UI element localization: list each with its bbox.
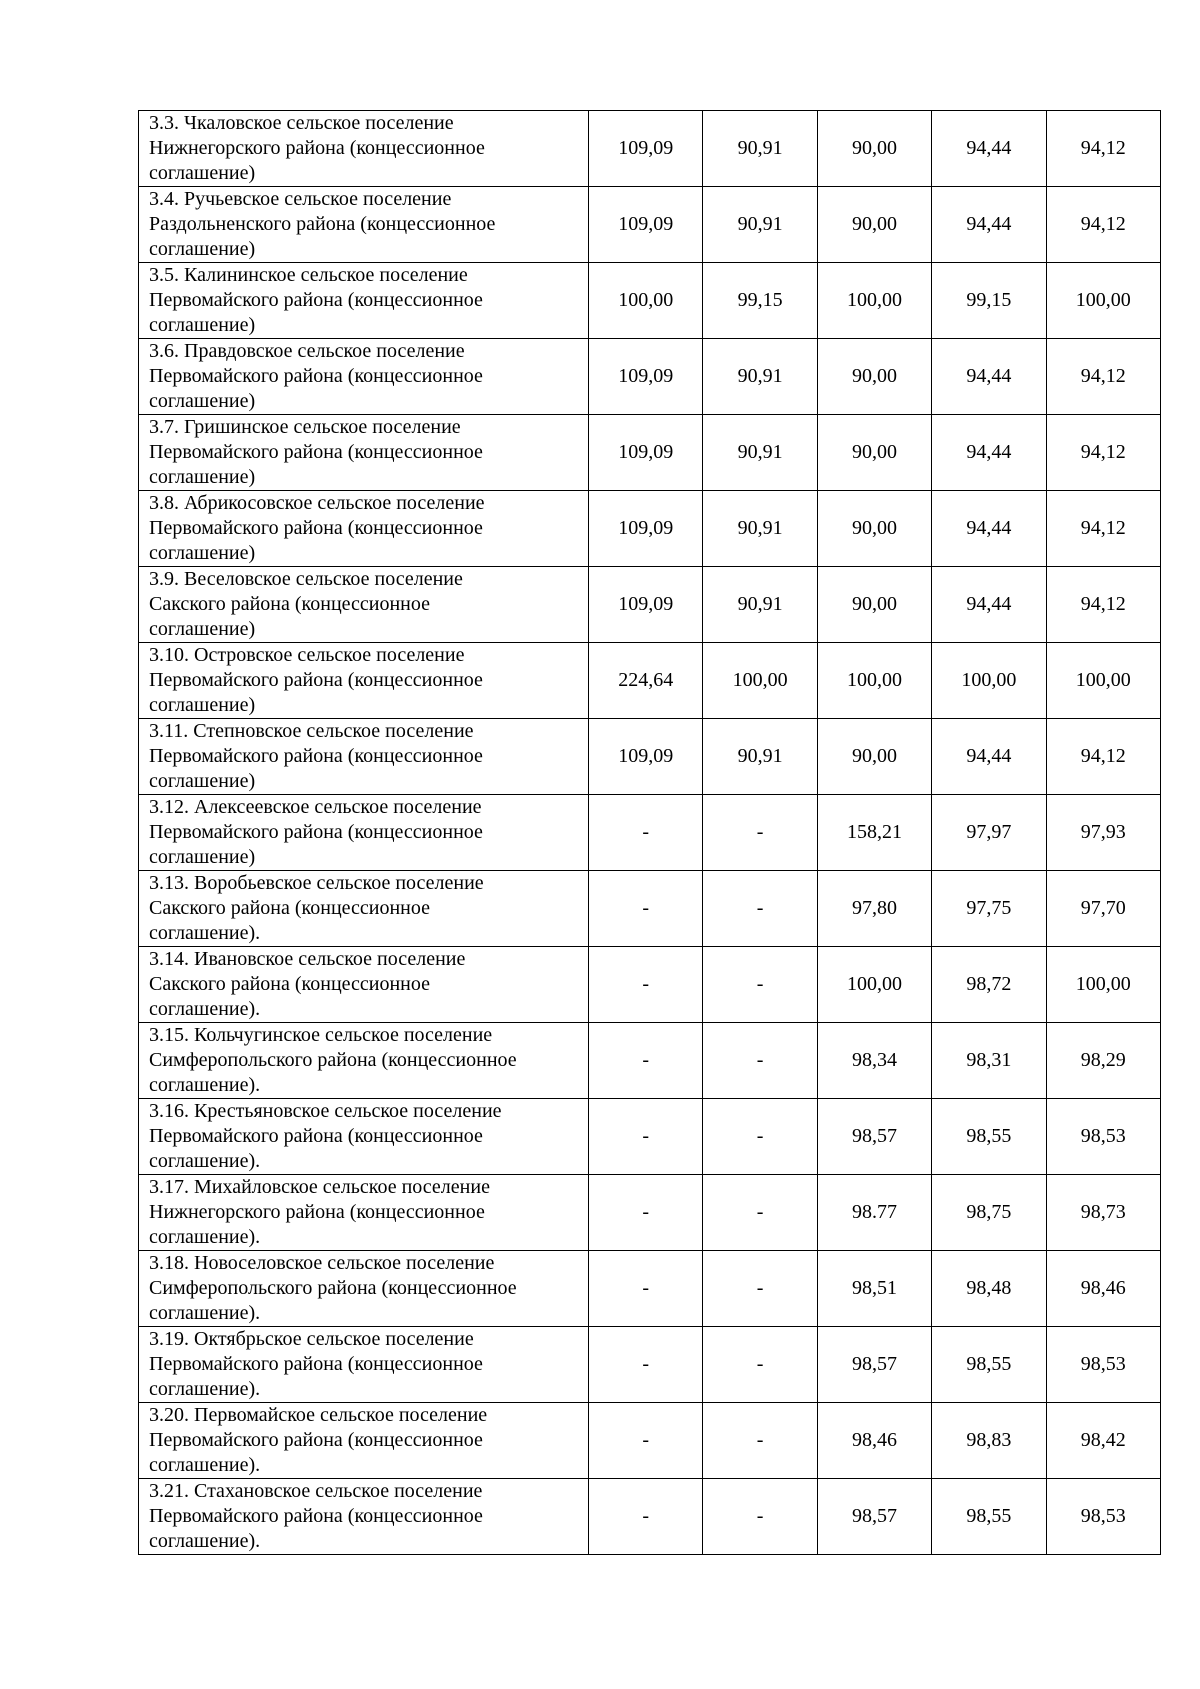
settlements-table (138, 110, 1161, 1555)
value-cell: 90,91 (703, 567, 817, 643)
value-cell: 98,57 (817, 1327, 931, 1403)
value-cell: 90,91 (703, 339, 817, 415)
value-cell: 98,53 (1046, 1479, 1160, 1555)
value-cell: 90,91 (703, 719, 817, 795)
value-cell: 98,55 (932, 1099, 1046, 1175)
settlement-name-cell (139, 1099, 589, 1175)
settlement-name-cell (139, 1403, 589, 1479)
value-cell: 100,00 (817, 643, 931, 719)
value-cell: 98,73 (1046, 1175, 1160, 1251)
value-cell: - (703, 1403, 817, 1479)
settlement-name: 3.14. Ивановское сельское поселение Сакского района (концессионное соглашение). (149, 948, 466, 1020)
value-cell: 98,55 (932, 1327, 1046, 1403)
value-cell: 90,00 (817, 415, 931, 491)
value-cell: 99,15 (703, 263, 817, 339)
value-cell: - (703, 947, 817, 1023)
settlement-name-cell (139, 339, 589, 415)
settlement-name: 3.12. Алексеевское сельское поселение Первомайского района (концессионное соглашение) (149, 796, 483, 868)
value-cell: 100,00 (1046, 643, 1160, 719)
value-cell: 100,00 (817, 263, 931, 339)
value-cell: 94,12 (1046, 567, 1160, 643)
settlement-name-cell (139, 491, 589, 567)
value-cell: - (589, 1099, 703, 1175)
value-cell: 98,55 (932, 1479, 1046, 1555)
settlement-name: 3.10. Островское сельское поселение Первомайского района (концессионное соглашение) (149, 644, 483, 716)
table-row (139, 263, 1161, 339)
value-cell: - (703, 1327, 817, 1403)
value-cell: - (703, 1175, 817, 1251)
value-cell: 97,93 (1046, 795, 1160, 871)
value-cell: - (703, 1251, 817, 1327)
value-cell: 98,46 (817, 1403, 931, 1479)
settlement-name: 3.17. Михайловское сельское поселение Нижнегорского района (концессионное соглашение). (149, 1176, 490, 1248)
value-cell: 98,75 (932, 1175, 1046, 1251)
settlement-name: 3.15. Кольчугинское сельское поселение Симферопольского района (концессионное соглашение). (149, 1024, 517, 1096)
settlement-name: 3.16. Крестьяновское сельское поселение Первомайского района (концессионное соглашение). (149, 1100, 502, 1172)
value-cell: 94,12 (1046, 491, 1160, 567)
table-row (139, 1175, 1161, 1251)
value-cell: 90,00 (817, 719, 931, 795)
table-row (139, 1327, 1161, 1403)
value-cell: 94,12 (1046, 415, 1160, 491)
value-cell: 94,44 (932, 187, 1046, 263)
value-cell: - (703, 795, 817, 871)
value-cell: 94,44 (932, 415, 1046, 491)
value-cell: 90,91 (703, 415, 817, 491)
value-cell: 98,34 (817, 1023, 931, 1099)
value-cell: 100,00 (1046, 947, 1160, 1023)
value-cell: 98,42 (1046, 1403, 1160, 1479)
table-row (139, 643, 1161, 719)
table-row (139, 491, 1161, 567)
table-row (139, 719, 1161, 795)
settlement-name-cell (139, 567, 589, 643)
value-cell: - (589, 795, 703, 871)
settlement-name: 3.20. Первомайское сельское поселение Первомайского района (концессионное соглашение). (149, 1404, 488, 1476)
table-row (139, 947, 1161, 1023)
settlement-name: 3.5. Калининское сельское поселение Первомайского района (концессионное соглашение) (149, 264, 483, 336)
table-row (139, 1403, 1161, 1479)
settlement-name-cell (139, 1023, 589, 1099)
value-cell: 98,57 (817, 1099, 931, 1175)
value-cell: 98,51 (817, 1251, 931, 1327)
value-cell: 98,57 (817, 1479, 931, 1555)
value-cell: 100,00 (817, 947, 931, 1023)
value-cell: 90,00 (817, 111, 931, 187)
settlement-name-cell (139, 1175, 589, 1251)
settlement-name-cell (139, 111, 589, 187)
value-cell: 98.77 (817, 1175, 931, 1251)
value-cell: 94,12 (1046, 339, 1160, 415)
value-cell: - (703, 1099, 817, 1175)
value-cell: 94,44 (932, 491, 1046, 567)
value-cell: - (703, 1479, 817, 1555)
value-cell: 98,53 (1046, 1099, 1160, 1175)
value-cell: 100,00 (932, 643, 1046, 719)
value-cell: - (589, 947, 703, 1023)
value-cell: 100,00 (1046, 263, 1160, 339)
table-row (139, 187, 1161, 263)
value-cell: - (589, 1403, 703, 1479)
value-cell: 98,31 (932, 1023, 1046, 1099)
settlement-name: 3.11. Степновское сельское поселение Первомайского района (концессионное соглашение) (149, 720, 483, 792)
settlement-name-cell (139, 1327, 589, 1403)
settlement-name: 3.6. Правдовское сельское поселение Первомайского района (концессионное соглашение) (149, 340, 483, 412)
value-cell: 98,72 (932, 947, 1046, 1023)
value-cell: 94,44 (932, 719, 1046, 795)
table-row (139, 111, 1161, 187)
value-cell: 94,44 (932, 567, 1046, 643)
settlement-name-cell (139, 263, 589, 339)
value-cell: 100,00 (589, 263, 703, 339)
value-cell: - (589, 871, 703, 947)
settlement-name: 3.13. Воробьевское сельское поселение Сакского района (концессионное соглашение). (149, 872, 484, 944)
table-row (139, 1251, 1161, 1327)
settlement-name: 3.19. Октябрьское сельское поселение Первомайского района (концессионное соглашение). (149, 1328, 483, 1400)
settlement-name: 3.3. Чкаловское сельское поселение Нижнегорского района (концессионное соглашение) (149, 112, 485, 184)
value-cell: 109,09 (589, 491, 703, 567)
value-cell: 90,00 (817, 339, 931, 415)
value-cell: 97,97 (932, 795, 1046, 871)
value-cell: 98,48 (932, 1251, 1046, 1327)
value-cell: 98,29 (1046, 1023, 1160, 1099)
settlement-name-cell (139, 415, 589, 491)
value-cell: 94,12 (1046, 187, 1160, 263)
settlement-name: 3.7. Гришинское сельское поселение Первомайского района (концессионное соглашение) (149, 416, 483, 488)
value-cell: 90,91 (703, 491, 817, 567)
value-cell: 94,44 (932, 339, 1046, 415)
settlement-name-cell (139, 187, 589, 263)
value-cell: 97,70 (1046, 871, 1160, 947)
table-row (139, 339, 1161, 415)
table-row (139, 1023, 1161, 1099)
value-cell: - (589, 1327, 703, 1403)
value-cell: 158,21 (817, 795, 931, 871)
value-cell: 99,15 (932, 263, 1046, 339)
value-cell: 109,09 (589, 719, 703, 795)
settlement-name: 3.9. Веселовское сельское поселение Сакского района (концессионное соглашение) (149, 568, 463, 640)
table-row (139, 415, 1161, 491)
value-cell: 97,75 (932, 871, 1046, 947)
table-row (139, 795, 1161, 871)
value-cell: 109,09 (589, 339, 703, 415)
value-cell: 90,00 (817, 567, 931, 643)
value-cell: 100,00 (703, 643, 817, 719)
value-cell: 109,09 (589, 187, 703, 263)
value-cell: 94,44 (932, 111, 1046, 187)
settlement-name-cell (139, 795, 589, 871)
value-cell: 90,00 (817, 491, 931, 567)
value-cell: - (589, 1479, 703, 1555)
settlement-name-cell (139, 871, 589, 947)
settlement-name: 3.21. Стахановское сельское поселение Первомайского района (концессионное соглашение). (149, 1480, 483, 1552)
table-body (139, 111, 1161, 1555)
value-cell: 98,83 (932, 1403, 1046, 1479)
table-row (139, 871, 1161, 947)
value-cell: - (589, 1251, 703, 1327)
value-cell: 94,12 (1046, 719, 1160, 795)
table-row (139, 1099, 1161, 1175)
settlement-name: 3.8. Абрикосовское сельское поселение Первомайского района (концессионное соглашение) (149, 492, 485, 564)
settlement-name: 3.18. Новоселовское сельское поселение Симферопольского района (концессионное соглашение). (149, 1252, 517, 1324)
value-cell: - (703, 871, 817, 947)
value-cell: 109,09 (589, 111, 703, 187)
settlement-name-cell (139, 643, 589, 719)
value-cell: 90,91 (703, 187, 817, 263)
settlement-name-cell (139, 1479, 589, 1555)
settlement-name-cell (139, 1251, 589, 1327)
value-cell: 90,00 (817, 187, 931, 263)
table-row (139, 567, 1161, 643)
settlement-name-cell (139, 947, 589, 1023)
settlement-name-cell (139, 719, 589, 795)
value-cell: - (589, 1023, 703, 1099)
settlement-name: 3.4. Ручьевское сельское поселение Раздольненского района (концессионное соглашение) (149, 188, 496, 260)
value-cell: 109,09 (589, 415, 703, 491)
value-cell: - (703, 1023, 817, 1099)
value-cell: 98,53 (1046, 1327, 1160, 1403)
table-row (139, 1479, 1161, 1555)
value-cell: 94,12 (1046, 111, 1160, 187)
value-cell: 109,09 (589, 567, 703, 643)
value-cell: - (589, 1175, 703, 1251)
value-cell: 97,80 (817, 871, 931, 947)
value-cell: 98,46 (1046, 1251, 1160, 1327)
value-cell: 90,91 (703, 111, 817, 187)
value-cell: 224,64 (589, 643, 703, 719)
